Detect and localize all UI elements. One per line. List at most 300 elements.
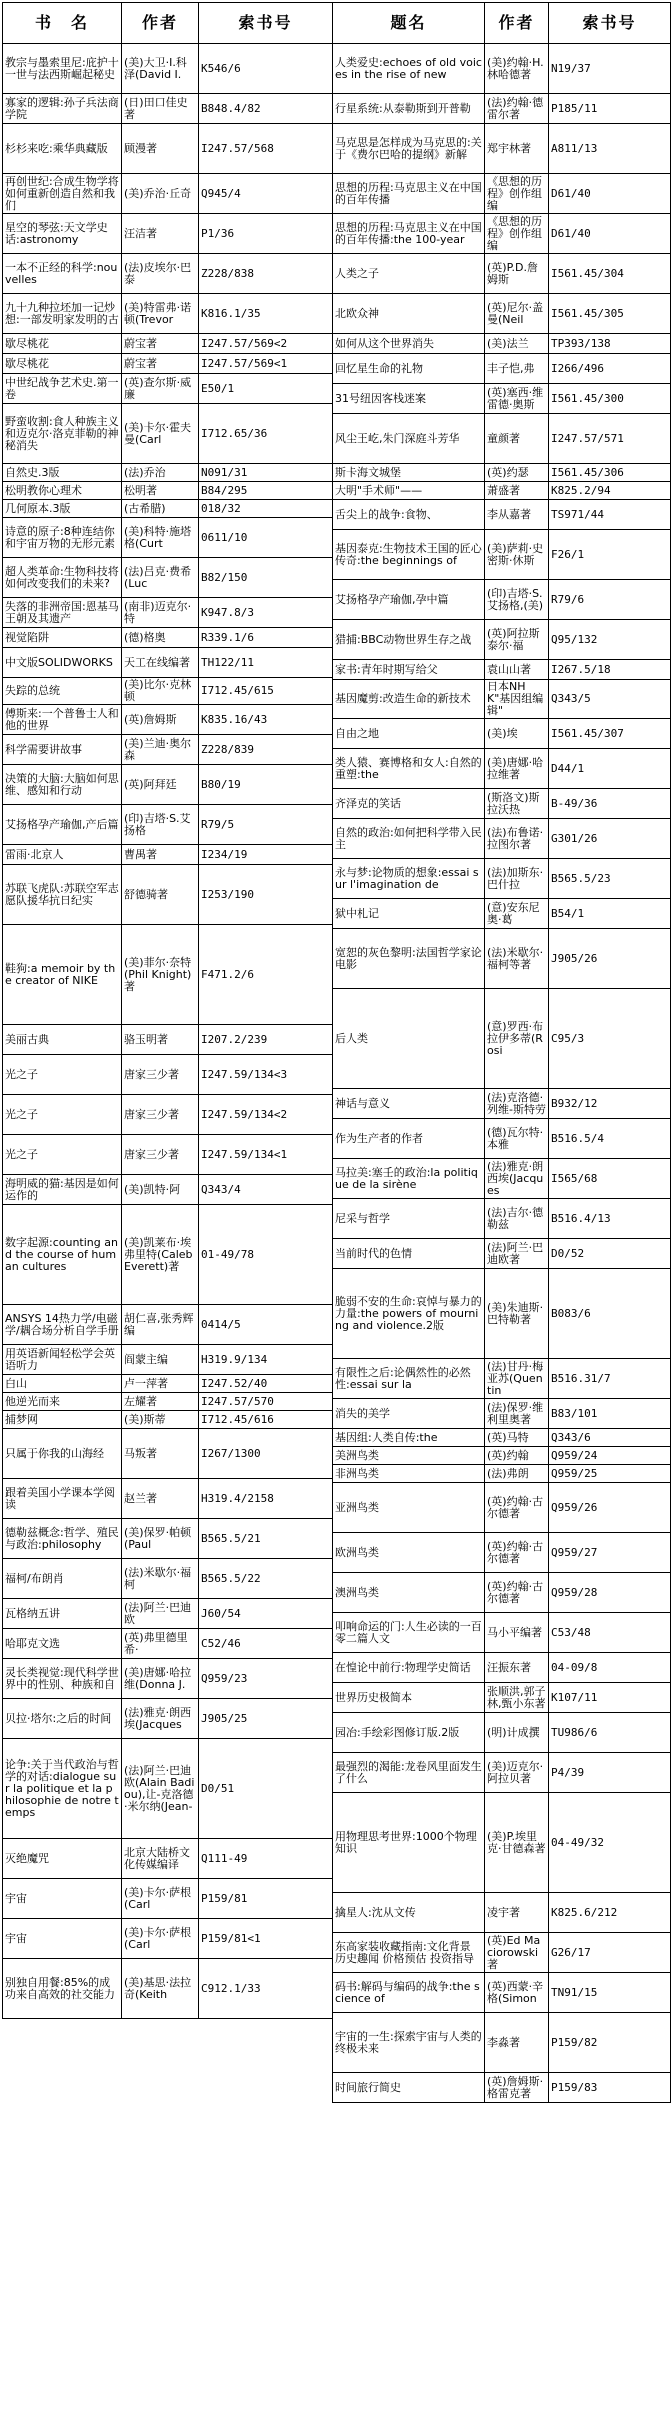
book-author: 唐家三少著 <box>122 1135 199 1175</box>
book-author: (美)比尔·克林顿 <box>122 678 199 705</box>
book-title: 几何原本.3版 <box>3 500 122 518</box>
call-number: Q343/4 <box>199 1175 333 1205</box>
book-author: (英)约瑟 <box>485 464 549 482</box>
call-number: I253/190 <box>199 865 333 925</box>
table-row <box>3 925 333 1025</box>
table-row <box>3 214 333 254</box>
call-number: D44/1 <box>549 749 671 789</box>
call-number: Q343/6 <box>549 1429 671 1447</box>
header-author: 作者 <box>485 3 549 44</box>
table-row <box>3 1055 333 1095</box>
table-row <box>333 1159 671 1199</box>
book-author: 凌宇著 <box>485 1893 549 1933</box>
book-title: 澳洲鸟类 <box>333 1573 485 1613</box>
book-author: (法)阿兰·巴迪欧(Alain Badiou),让-克洛德·米尔纳(Jean- <box>122 1739 199 1839</box>
book-author: (美)菲尔·奈特(Phil Knight)著 <box>122 925 199 1025</box>
book-author: 萧盛著 <box>485 482 549 500</box>
call-number: F471.2/6 <box>199 925 333 1025</box>
book-author: (美)凯特·阿 <box>122 1175 199 1205</box>
book-author: (法)布鲁诺·拉图尔著 <box>485 819 549 859</box>
call-number: Q959/28 <box>549 1573 671 1613</box>
table-row <box>3 1429 333 1479</box>
table-row <box>3 1919 333 1959</box>
call-number: I247.57/571 <box>549 414 671 464</box>
book-title: 光之子 <box>3 1095 122 1135</box>
table-row <box>3 124 333 174</box>
book-author: 蔚宝著 <box>122 354 199 374</box>
book-title: 基因泰克:生物技术王国的匠心传奇:the beginnings of <box>333 530 485 580</box>
call-number: Q95/132 <box>549 620 671 660</box>
book-title: 失落的非洲帝国:恩基马王朝及其遗产 <box>3 598 122 628</box>
book-title: 决策的大脑:大脑如何思维、感知和行动 <box>3 765 122 805</box>
book-title: 齐泽克的笑话 <box>333 789 485 819</box>
book-title: 后人类 <box>333 989 485 1089</box>
book-author: 蔚宝著 <box>122 334 199 354</box>
book-title: 论争:关于当代政治与哲学的对话:dialogue sur la politique et la philosophie de notre temps <box>3 1739 122 1839</box>
book-author: (美)乔治·丘奇 <box>122 174 199 214</box>
book-title: 九十九种拉坯加一记炒想:一部发明家发明的古 <box>3 294 122 334</box>
call-number: I207.2/239 <box>199 1025 333 1055</box>
book-author: (英)P.D.詹姆斯 <box>485 254 549 294</box>
header-row <box>3 3 333 44</box>
table-row <box>3 464 333 482</box>
book-title: 欧洲鸟类 <box>333 1533 485 1573</box>
book-title: 美丽古典 <box>3 1025 122 1055</box>
book-author: 《思想的历程》创作组编 <box>485 174 549 214</box>
book-title: 非洲鸟类 <box>333 1465 485 1483</box>
call-number: B565.5/21 <box>199 1519 333 1559</box>
table-row <box>3 678 333 705</box>
book-title: 亚洲鸟类 <box>333 1483 485 1533</box>
book-title: 贝拉·塔尔:之后的时间 <box>3 1699 122 1739</box>
book-author: (美)卡尔·霍夫曼(Carl <box>122 404 199 464</box>
table-row <box>333 1533 671 1573</box>
book-title: 视觉陷阱 <box>3 628 122 648</box>
call-number: C95/3 <box>549 989 671 1089</box>
book-title: 宽恕的灰色黎明:法国哲学家论电影 <box>333 929 485 989</box>
table-row <box>3 845 333 865</box>
call-number: I247.57/568 <box>199 124 333 174</box>
table-row <box>3 1095 333 1135</box>
book-title: 他逆光而来 <box>3 1393 122 1411</box>
book-author: (英)阿拜廷 <box>122 765 199 805</box>
table-row <box>333 530 671 580</box>
book-author: (法)吕克·费希(Luc <box>122 558 199 598</box>
call-number: P1/36 <box>199 214 333 254</box>
table-row <box>333 354 671 384</box>
book-author: 骆玉明著 <box>122 1025 199 1055</box>
table-row <box>3 1559 333 1599</box>
call-number: 0611/10 <box>199 518 333 558</box>
book-author: (德)瓦尔特·本雅 <box>485 1119 549 1159</box>
call-number: I561.45/305 <box>549 294 671 334</box>
table-row <box>333 2013 671 2073</box>
book-title: 神话与意义 <box>333 1089 485 1119</box>
call-number: A811/13 <box>549 124 671 174</box>
book-author: (日)田口佳史著 <box>122 94 199 124</box>
book-author: (英)阿拉斯泰尔·福 <box>485 620 549 660</box>
call-number: I247.57/569<2 <box>199 334 333 354</box>
table-row <box>333 1713 671 1753</box>
table-row <box>333 899 671 929</box>
book-author: (斯洛文)斯拉沃热 <box>485 789 549 819</box>
book-title: 用英语新闻轻松学会英语听力 <box>3 1345 122 1375</box>
call-number: B932/12 <box>549 1089 671 1119</box>
book-author: 李淼著 <box>485 2013 549 2073</box>
call-number: P185/11 <box>549 94 671 124</box>
call-number: B565.5/23 <box>549 859 671 899</box>
call-number: I267.5/18 <box>549 660 671 680</box>
table-row <box>3 44 333 94</box>
book-author: (美)埃 <box>485 719 549 749</box>
call-number: H319.4/2158 <box>199 1479 333 1519</box>
book-author: (法)皮埃尔·巴泰 <box>122 254 199 294</box>
call-number: B516.4/13 <box>549 1199 671 1239</box>
call-number: J60/54 <box>199 1599 333 1629</box>
table-row <box>3 404 333 464</box>
book-title: 世界历史极简本 <box>333 1683 485 1713</box>
book-title: 科学需要讲故事 <box>3 735 122 765</box>
book-author: (英)尼尔·盖曼(Neil <box>485 294 549 334</box>
call-number: B516.5/4 <box>549 1119 671 1159</box>
book-author: (印)吉塔·S.艾扬格 <box>122 805 199 845</box>
book-author: (美)斯蒂 <box>122 1411 199 1429</box>
call-number: J905/25 <box>199 1699 333 1739</box>
book-author: (美)朱迪斯·巴特勒著 <box>485 1269 549 1359</box>
book-title: 如何从这个世界消失 <box>333 334 485 354</box>
book-title: 歇尽桃花 <box>3 334 122 354</box>
book-author: (英)约翰·古尔德著 <box>485 1573 549 1613</box>
book-author: (美)迈克尔·阿拉贝著 <box>485 1753 549 1793</box>
book-title: 宇宙的一生:探索宇宙与人类的终极未来 <box>333 2013 485 2073</box>
header-call-number: 索书号 <box>549 3 671 44</box>
table-row <box>3 254 333 294</box>
call-number: I247.57/570 <box>199 1393 333 1411</box>
table-row <box>333 1119 671 1159</box>
book-title: 一本不正经的科学:nouvelles <box>3 254 122 294</box>
book-title: 人类爱史:echoes of old voices in the rise of new <box>333 44 485 94</box>
book-author: (古希腊) <box>122 500 199 518</box>
table-row <box>333 789 671 819</box>
book-author: (法)弗朗 <box>485 1465 549 1483</box>
book-title: 类人猿、赛博格和女人:自然的重塑:the <box>333 749 485 789</box>
book-title: 斯卡海文城堡 <box>333 464 485 482</box>
book-title: 自然史.3版 <box>3 464 122 482</box>
call-number: I712.65/36 <box>199 404 333 464</box>
book-author: (英)查尔斯·威廉 <box>122 374 199 404</box>
table-row <box>333 482 671 500</box>
table-row <box>333 294 671 334</box>
book-author: (法)乔治 <box>122 464 199 482</box>
call-number: B80/19 <box>199 765 333 805</box>
book-author: (美)保罗·帕顿(Paul <box>122 1519 199 1559</box>
book-title: 有限性之后:论偶然性的必然性:essai sur la <box>333 1359 485 1399</box>
book-title: 码书:解码与编码的战争:the science of <box>333 1973 485 2013</box>
table-row <box>333 44 671 94</box>
table-row <box>333 1483 671 1533</box>
table-row <box>333 1973 671 2013</box>
book-title: 雷雨·北京人 <box>3 845 122 865</box>
book-author: (意)罗西·布拉伊多蒂(Rosi <box>485 989 549 1089</box>
call-number: D0/51 <box>199 1739 333 1839</box>
header-row <box>333 3 671 44</box>
table-row <box>333 929 671 989</box>
table-row <box>333 749 671 789</box>
book-title: 歇尽桃花 <box>3 354 122 374</box>
call-number: TN91/15 <box>549 1973 671 2013</box>
table-row <box>3 1739 333 1839</box>
book-author: (英)马特 <box>485 1429 549 1447</box>
book-title: 松明教你心理术 <box>3 482 122 500</box>
book-title: 只属于你我的山海经 <box>3 1429 122 1479</box>
call-number: Q959/26 <box>549 1483 671 1533</box>
table-row <box>3 628 333 648</box>
table-row <box>3 1659 333 1699</box>
book-author: 李从嘉著 <box>485 500 549 530</box>
call-number: Z228/838 <box>199 254 333 294</box>
book-title: 作为生产者的作者 <box>333 1119 485 1159</box>
table-row <box>3 1411 333 1429</box>
call-number: B84/295 <box>199 482 333 500</box>
book-author: (英)詹姆斯 <box>122 705 199 735</box>
book-title: 光之子 <box>3 1055 122 1095</box>
book-author: 袁山山著 <box>485 660 549 680</box>
book-author: (印)吉塔·S.艾扬格,(美) <box>485 580 549 620</box>
call-number: K835.16/43 <box>199 705 333 735</box>
call-number: I247.59/134<2 <box>199 1095 333 1135</box>
call-number: I266/496 <box>549 354 671 384</box>
book-title: 人类之子 <box>333 254 485 294</box>
call-number: I247.57/569<1 <box>199 354 333 374</box>
call-number: P159/81<1 <box>199 1919 333 1959</box>
table-row <box>333 1359 671 1399</box>
table-row <box>333 1447 671 1465</box>
call-number: C912.1/33 <box>199 1959 333 2019</box>
book-title: 宇宙 <box>3 1879 122 1919</box>
header-author: 作者 <box>122 3 199 44</box>
book-author: (英)塞西·维雷德·奥斯 <box>485 384 549 414</box>
book-author: (南非)迈克尔·特 <box>122 598 199 628</box>
table-row <box>333 719 671 749</box>
book-title: 擒星人:沈从文传 <box>333 1893 485 1933</box>
book-title: 苏联飞虎队:苏联空军志愿队援华抗日纪实 <box>3 865 122 925</box>
table-row <box>333 819 671 859</box>
book-author: 曹禺著 <box>122 845 199 865</box>
book-author: (英)约翰 <box>485 1447 549 1465</box>
book-title: 灭绝魔咒 <box>3 1839 122 1879</box>
call-number: C52/46 <box>199 1629 333 1659</box>
book-author: 胡仁喜,张秀辉编 <box>122 1305 199 1345</box>
book-author: (美)大卫·I.科泽(David I. <box>122 44 199 94</box>
book-title: 尼采与哲学 <box>333 1199 485 1239</box>
book-title: 思想的历程:马克思主义在中国的百年传播 <box>333 174 485 214</box>
book-author: (法)阿兰·巴迪欧 <box>122 1599 199 1629</box>
table-row <box>333 414 671 464</box>
book-title: 光之子 <box>3 1135 122 1175</box>
call-number: B083/6 <box>549 1269 671 1359</box>
book-author: 郑宇林著 <box>485 124 549 174</box>
book-author: 舒德骑著 <box>122 865 199 925</box>
book-author: (法)克洛德·列维-斯特劳 <box>485 1089 549 1119</box>
table-row <box>3 865 333 925</box>
book-title: 中世纪战争艺术史.第一卷 <box>3 374 122 404</box>
book-title: 自然的政治:如何把科学带入民主 <box>333 819 485 859</box>
book-author: 汪振东著 <box>485 1653 549 1683</box>
call-number: I247.52/40 <box>199 1375 333 1393</box>
book-author: (美)唐娜·哈拉维(Donna J. <box>122 1659 199 1699</box>
table-row <box>333 1793 671 1893</box>
book-author: (美)约翰·H.林哈德著 <box>485 44 549 94</box>
call-number: K107/11 <box>549 1683 671 1713</box>
call-number: G26/17 <box>549 1933 671 1973</box>
header-title: 题名 <box>333 3 485 44</box>
book-author: 赵兰著 <box>122 1479 199 1519</box>
call-number: G301/26 <box>549 819 671 859</box>
table-row <box>333 1683 671 1713</box>
book-title: 海明威的猫:基因是如何运作的 <box>3 1175 122 1205</box>
table-row <box>3 334 333 354</box>
call-number: B565.5/22 <box>199 1559 333 1599</box>
book-title: 失踪的总统 <box>3 678 122 705</box>
book-author: 丰子恺,弗 <box>485 354 549 384</box>
call-number: Z228/839 <box>199 735 333 765</box>
table-row <box>3 1839 333 1879</box>
call-number: TS971/44 <box>549 500 671 530</box>
call-number: Q111-49 <box>199 1839 333 1879</box>
book-title: 马拉美:塞壬的政治:la politique de la sirène <box>333 1159 485 1199</box>
book-title: 31号纽因客栈迷案 <box>333 384 485 414</box>
book-title: 别独自用餐:85%的成功来自高效的社交能力 <box>3 1959 122 2019</box>
call-number: P159/82 <box>549 2013 671 2073</box>
call-number: D61/40 <box>549 174 671 214</box>
call-number: I234/19 <box>199 845 333 865</box>
book-author: (美)法兰 <box>485 334 549 354</box>
call-number: I712.45/615 <box>199 678 333 705</box>
table-row <box>3 705 333 735</box>
book-title: 艾扬格孕产瑜伽,孕中篇 <box>333 580 485 620</box>
book-title: 傅斯来:一个普鲁士人和他的世界 <box>3 705 122 735</box>
book-title: 瓦格纳五讲 <box>3 1599 122 1629</box>
right-catalog-body <box>333 44 671 2103</box>
table-row <box>333 859 671 899</box>
table-row <box>3 294 333 334</box>
call-number: I565/68 <box>549 1159 671 1199</box>
book-author: (法)米歇尔·福柯等著 <box>485 929 549 989</box>
book-title: 艾扬格孕产瑜伽,产后篇 <box>3 805 122 845</box>
book-author: (美)卡尔·萨根(Carl <box>122 1879 199 1919</box>
call-number: 04-09/8 <box>549 1653 671 1683</box>
book-author: (意)安东尼奥·葛 <box>485 899 549 929</box>
call-number: TU986/6 <box>549 1713 671 1753</box>
call-number: I247.59/134<1 <box>199 1135 333 1175</box>
book-title: 基因组:人类自传:the <box>333 1429 485 1447</box>
book-title: 大明"手术师"—— <box>333 482 485 500</box>
book-title: 宇宙 <box>3 1919 122 1959</box>
book-author: 松明著 <box>122 482 199 500</box>
book-title: 马克思是怎样成为马克思的:关于《费尔巴哈的提纲》新解 <box>333 124 485 174</box>
table-row <box>333 174 671 214</box>
book-author: (美)兰迪·奥尔森 <box>122 735 199 765</box>
book-title: 家书:青年时期写给父 <box>333 660 485 680</box>
book-author: 阎蒙主编 <box>122 1345 199 1375</box>
table-row <box>333 214 671 254</box>
table-row <box>3 1699 333 1739</box>
book-title: ANSYS 14热力学/电磁学/耦合场分析自学手册 <box>3 1305 122 1345</box>
table-row <box>3 1599 333 1629</box>
table-row <box>3 1025 333 1055</box>
call-number: N19/37 <box>549 44 671 94</box>
call-number: J905/26 <box>549 929 671 989</box>
book-title: 哈耶克文选 <box>3 1629 122 1659</box>
book-title: 思想的历程:马克思主义在中国的百年传播:the 100-year <box>333 214 485 254</box>
table-row <box>333 124 671 174</box>
book-author: (美)卡尔·萨根(Carl <box>122 1919 199 1959</box>
left-catalog-table <box>2 2 333 2019</box>
book-author: (法)加斯东·巴什拉 <box>485 859 549 899</box>
table-row <box>3 1959 333 2019</box>
book-title: 自由之地 <box>333 719 485 749</box>
book-author: 日本NHK"基因组编辑" <box>485 680 549 719</box>
book-author: 汪洁著 <box>122 214 199 254</box>
book-author: (英)西蒙·辛格(Simon <box>485 1973 549 2013</box>
book-title: 园冶:手绘彩图修订版.2版 <box>333 1713 485 1753</box>
right-catalog-table <box>332 2 671 2103</box>
book-title: 风尘王屹,朱门深庭斗芳华 <box>333 414 485 464</box>
book-title: 杉杉来吃:乘华典藏版 <box>3 124 122 174</box>
book-author: (英)约翰·古尔德著 <box>485 1533 549 1573</box>
book-title: 基因魔剪:改造生命的新技术 <box>333 680 485 719</box>
book-title: 美洲鸟类 <box>333 1447 485 1465</box>
call-number: I712.45/616 <box>199 1411 333 1429</box>
left-catalog-body <box>3 44 333 2019</box>
book-title: 中文版SOLIDWORKS <box>3 648 122 678</box>
table-row <box>333 1239 671 1269</box>
table-row <box>3 1879 333 1919</box>
call-number: I561.45/304 <box>549 254 671 294</box>
table-row <box>3 94 333 124</box>
call-number: Q959/27 <box>549 1533 671 1573</box>
table-row <box>3 1375 333 1393</box>
table-row <box>3 1135 333 1175</box>
book-author: (法)米歇尔·福柯 <box>122 1559 199 1599</box>
table-row <box>3 354 333 374</box>
call-number: Q945/4 <box>199 174 333 214</box>
book-author: 卢一萍著 <box>122 1375 199 1393</box>
book-title: 德勒兹概念:哲学、殖民与政治:philosophy <box>3 1519 122 1559</box>
table-row <box>333 1429 671 1447</box>
book-title: 在惶论中前行:物理学史简话 <box>333 1653 485 1683</box>
call-number: R339.1/6 <box>199 628 333 648</box>
table-row <box>333 1933 671 1973</box>
book-title: 跟着美国小学课本学阅读 <box>3 1479 122 1519</box>
call-number: K825.6/212 <box>549 1893 671 1933</box>
call-number: I561.45/300 <box>549 384 671 414</box>
table-row <box>333 384 671 414</box>
table-row <box>333 1199 671 1239</box>
table-row <box>3 518 333 558</box>
book-author: (英)Ed Maciorowski著 <box>485 1933 549 1973</box>
call-number: K546/6 <box>199 44 333 94</box>
book-author: (法)保罗·维利里奥著 <box>485 1399 549 1429</box>
table-row <box>333 1089 671 1119</box>
book-author: (法)阿兰·巴迪欧著 <box>485 1239 549 1269</box>
table-row <box>3 500 333 518</box>
book-author: (法)雅克·朗西埃(Jacques <box>122 1699 199 1739</box>
book-author: 顾漫著 <box>122 124 199 174</box>
call-number: 04-49/32 <box>549 1793 671 1893</box>
book-author: (美)基思·法拉奇(Keith <box>122 1959 199 2019</box>
book-title: 寡家的逻辑:孙子兵法商学院 <box>3 94 122 124</box>
